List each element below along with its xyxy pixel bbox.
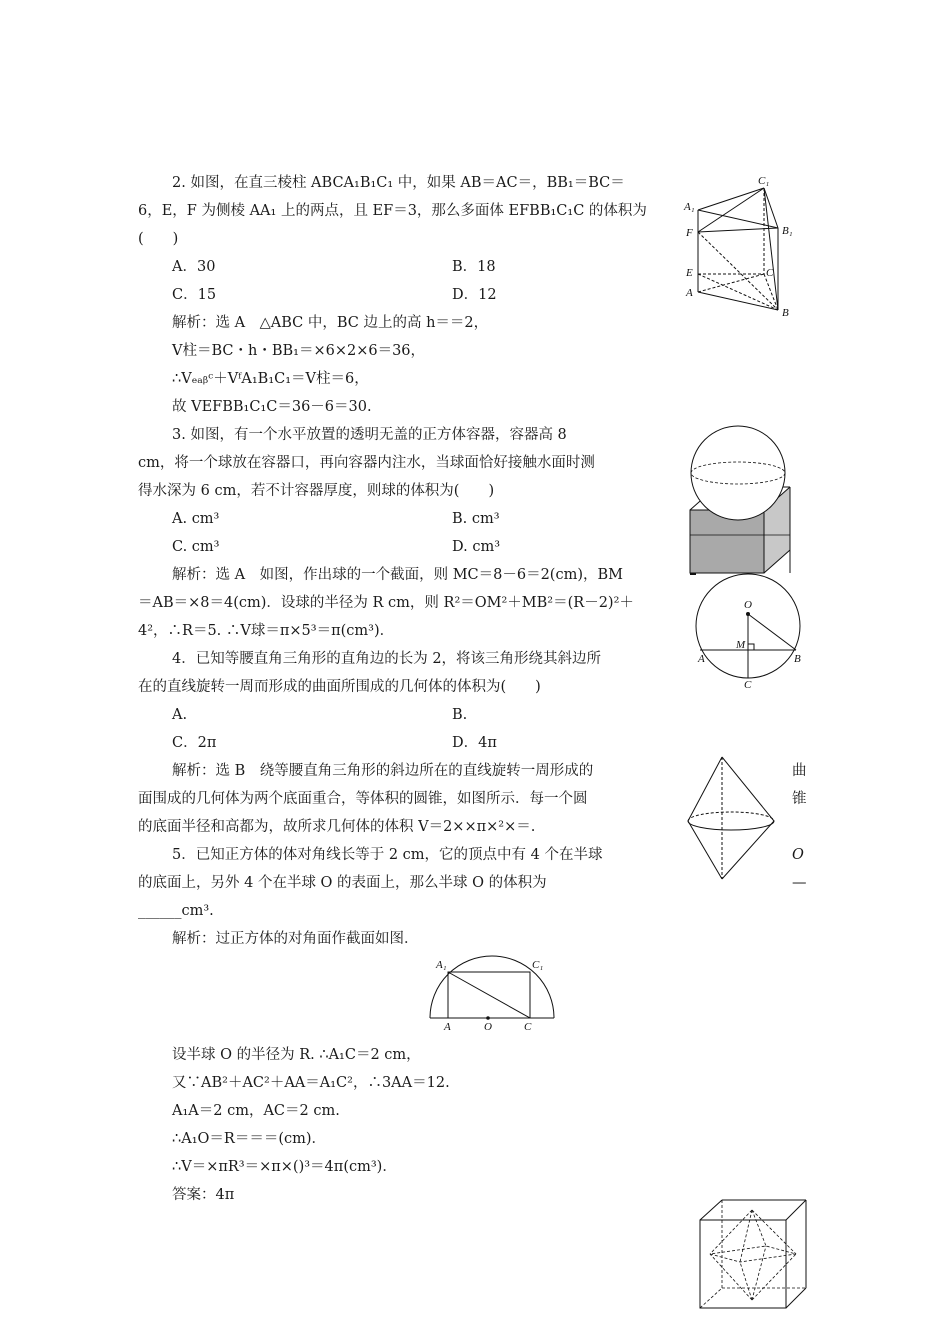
side-fragment-3: O: [792, 847, 804, 863]
q3-option-a: A. cm³: [172, 511, 220, 527]
q3-analysis-2: ＝AB＝×8＝4(cm)．设球的半径为 R cm，则 R²＝OM²＋MB²＝(R－2)²＋: [138, 595, 634, 611]
prism-label-c1: C₁: [758, 175, 770, 187]
q2-option-b: B．18: [452, 259, 496, 275]
prism-label-f: F: [686, 227, 693, 239]
q5-line-1: 5．已知正方体的体对角线长等于 2 cm，它的顶点中有 4 个在半球: [172, 847, 603, 863]
q4-line-2: 在的直线旋转一周而形成的曲面所围成的几何体的体积为( ): [138, 679, 541, 695]
semi-label-o: O: [484, 1021, 492, 1032]
q2-option-c: C．15: [172, 287, 217, 303]
q5-analysis-5: ∴A₁O＝R＝＝＝(cm)．: [172, 1131, 326, 1147]
q5-line-3: ______cm³.: [138, 903, 214, 919]
q3-option-b: B. cm³: [452, 511, 500, 527]
prism-label-e: E: [686, 267, 693, 279]
prism-figure: [680, 170, 810, 320]
semicircle-figure: [428, 952, 568, 1032]
side-fragment-2: 锥: [792, 791, 807, 807]
circle-label-b: B: [794, 653, 801, 665]
circle-label-a: A: [698, 653, 705, 665]
q3-analysis-3: 4²，∴R＝5. ∴V球＝π×5³＝π(cm³)．: [138, 623, 395, 639]
prism-label-b1: B₁: [782, 225, 793, 237]
q4-analysis-2: 面围成的几何体为两个底面重合，等体积的圆锥，如图所示．每一个圆: [138, 791, 588, 807]
q2-line-1: 2. 如图，在直三棱柱 ABCA₁B₁C₁ 中，如果 AB＝AC＝，BB₁＝BC＝: [172, 175, 625, 191]
double-cone-figure: [684, 753, 780, 883]
q3-line-3: 得水深为 6 cm，若不计容器厚度，则球的体积为( ): [138, 483, 495, 499]
q5-analysis-6: ∴V＝×πR³＝×π×()³＝4π(cm³)．: [172, 1159, 397, 1175]
q3-option-c: C. cm³: [172, 539, 220, 555]
prism-label-c: C: [766, 267, 774, 279]
prism-label-a: A: [686, 287, 693, 299]
q2-analysis-4: 故 VEFBB₁C₁C＝36－6＝30.: [172, 399, 372, 415]
q4-option-d: D．4π: [452, 735, 497, 751]
q5-analysis-2: 设半球 O 的半径为 R. ∴A₁C＝2 cm，: [172, 1047, 421, 1063]
semi-label-c: C: [524, 1021, 532, 1032]
semi-label-a1: A₁: [436, 959, 447, 971]
q2-line-2: 6，E，F 为侧棱 AA₁ 上的两点，且 EF＝3，那么多面体 EFBB₁C₁C 的体积为: [138, 203, 647, 219]
q2-line-3: ( ): [138, 231, 179, 247]
cube-octahedron-figure: [692, 1196, 812, 1314]
q5-analysis-3: 又∵AB²＋AC²＋AA＝A₁C²，∴3AA＝12.: [172, 1075, 450, 1091]
sphere-container-figure: [682, 425, 802, 575]
side-fragment-1: 曲: [792, 763, 807, 779]
q2-analysis-2: V柱＝BC・h・BB₁＝×6×2×6＝36，: [172, 343, 426, 359]
q5-analysis-4: A₁A＝2 cm，AC＝2 cm.: [172, 1103, 340, 1119]
q5-answer: 答案：4π: [172, 1187, 235, 1203]
circle-label-o: O: [744, 599, 752, 611]
q4-line-1: 4．已知等腰直角三角形的直角边的长为 2，将该三角形绕其斜边所: [172, 651, 602, 667]
q2-analysis-1: 解析：选 A △ABC 中，BC 边上的高 h＝＝2，: [172, 315, 489, 331]
q4-analysis-1: 解析：选 B 绕等腰直角三角形的斜边所在的直线旋转一周形成的: [172, 763, 594, 779]
q3-line-1: 3. 如图，有一个水平放置的透明无盖的正方体容器，容器高 8: [172, 427, 567, 443]
q4-analysis-3: 的底面半径和高都为，故所求几何体的体积 V＝2××π×²×＝.: [138, 819, 536, 835]
prism-label-b: B: [782, 307, 789, 319]
q4-option-a: A.: [172, 707, 188, 723]
circle-label-c: C: [744, 679, 752, 690]
semi-label-c1: C₁: [532, 959, 544, 971]
q3-option-d: D. cm³: [452, 539, 501, 555]
q5-line-2: 的底面上，另外 4 个在半球 O 的表面上，那么半球 O 的体积为: [138, 875, 547, 891]
circle-label-m: M: [736, 639, 746, 651]
prism-label-a1: A₁: [684, 201, 695, 213]
q2-option-d: D．12: [452, 287, 497, 303]
q4-option-c: C．2π: [172, 735, 217, 751]
q2-option-a: A．30: [172, 259, 216, 275]
q4-option-b: B.: [452, 707, 468, 723]
semi-label-a: A: [444, 1021, 451, 1032]
q2-analysis-3: ∴Vₑₐᵦᶜ＋VᶠA₁B₁C₁＝V柱＝6，: [172, 371, 369, 387]
q5-analysis-1: 解析：过正方体的对角面作截面如图．: [172, 931, 419, 947]
q3-line-2: cm，将一个球放在容器口，再向容器内注水，当球面恰好接触水面时测: [138, 455, 595, 471]
circle-section-figure: [690, 568, 810, 690]
side-fragment-4: —: [792, 875, 807, 891]
q3-analysis-1: 解析：选 A 如图，作出球的一个截面，则 MC＝8－6＝2(cm)，BM: [172, 567, 623, 583]
